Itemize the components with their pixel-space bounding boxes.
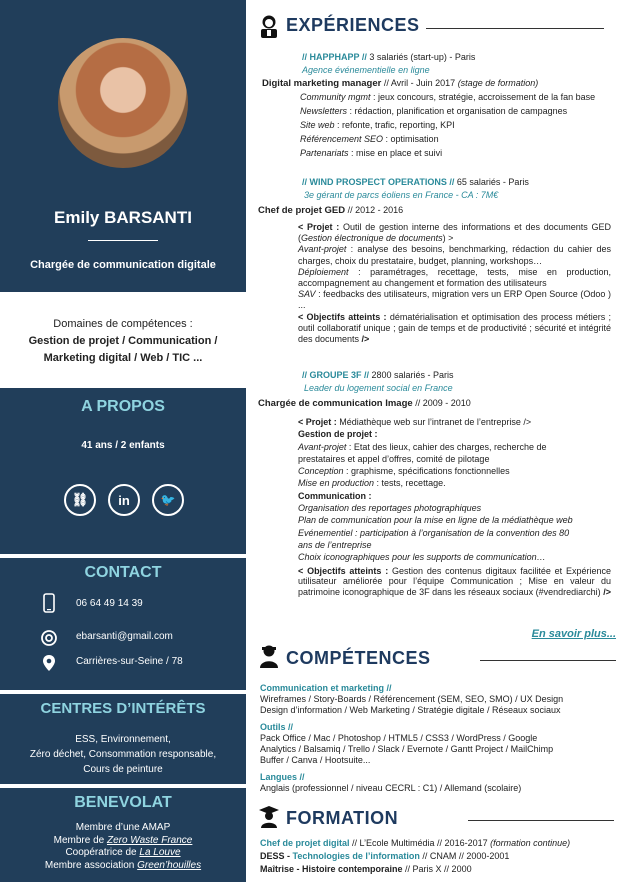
profile-name: Emily BARSANTI (54, 208, 192, 227)
job1-item2 (300, 106, 567, 117)
job3-line5-i: Conception (298, 466, 344, 477)
job2-p5-end: /> (361, 334, 370, 345)
job1-item3-text: : refonte, trafic, reporting, KPI (334, 120, 455, 130)
domains-intro: Domaines de compétences : (53, 318, 193, 330)
job3-line11: ans de l’entreprise (298, 539, 372, 550)
job2-p4-label: SAV (298, 289, 316, 300)
formation-item3-title: Maîtrise - Histoire contemporaine (260, 864, 403, 874)
job3-goal-end: /> (603, 587, 611, 598)
skills-tools-line1: Pack Office / Mac / Photoshop / HTML5 / CSS3 / WordPress / Google (260, 733, 538, 743)
job3-line7-b: Communication : (298, 490, 372, 501)
skills-lang-header: Langues // (260, 772, 305, 782)
job1-item4-text: : optimisation (383, 134, 439, 144)
job2-p2 (298, 244, 611, 266)
experiences-divider (426, 28, 604, 29)
job3-line2-b: Gestion de projet : (298, 429, 378, 440)
job3-line5-t: : graphisme, spécifications fonctionnelles (343, 466, 510, 477)
job3-line3 (298, 441, 611, 453)
benevolat-panel (0, 788, 246, 882)
job1-dates: // Avril - Juin 2017 (381, 78, 458, 88)
formation-item1 (260, 838, 570, 849)
domains-line2: Marketing digital / Web / TIC ... (43, 352, 203, 364)
job1-item3 (300, 120, 455, 131)
skills-comm-header: Communication et marketing // (260, 683, 392, 693)
job2-p1-end: ) > (442, 233, 454, 244)
job3-line1-t: Médiathèque web sur l’intranet de l’entreprise /> (336, 417, 532, 427)
formation-item1-meta: // L’Ecole Multimédia // 2016-2017 (349, 838, 491, 848)
contact-panel (0, 558, 246, 690)
name-divider (88, 240, 158, 241)
job3-line3-i: Avant-projet (298, 441, 347, 452)
job3-header (302, 370, 454, 381)
job3-company: // GROUPE 3F // (302, 370, 370, 380)
linkedin-glyph: in (118, 492, 130, 508)
job2-p4-text: : feedbacks des utilisateurs, migration vers un ERP Open Source (Odoo ) ... (298, 289, 611, 311)
formation-item1-note: (formation continue) (490, 838, 571, 848)
job2-p4 (298, 289, 611, 311)
job1-item3-label: Site web (300, 120, 335, 130)
twitter-glyph: 🐦 (160, 493, 176, 507)
contact-title: CONTACT (84, 564, 162, 581)
job3-line3-t: : Etat des lieux, cahier des charges, recherche de (346, 441, 547, 452)
experiences-title: EXPÉRIENCES (286, 15, 420, 35)
job3-line9: Plan de communication pour la mise en ligne de la médiathèque web (298, 515, 573, 526)
benevolat-line2 (0, 835, 246, 848)
interests-text (0, 732, 246, 777)
job1-titleline (262, 78, 538, 89)
about-panel (0, 388, 246, 554)
left-column (0, 0, 246, 882)
job1-item1-label: Community mgmt (300, 92, 371, 102)
job2-meta: 65 salariés - Paris (454, 177, 529, 187)
contact-phone[interactable]: 06 64 49 14 39 (76, 598, 143, 609)
job2-company: // WIND PROSPECT OPERATIONS // (302, 177, 455, 187)
job3-sub: Leader du logement social en France (304, 383, 453, 393)
job2-p1 (298, 222, 611, 244)
job2-p2-text: : analyse des besoins, benchmarking, rédaction du cahier des charges, choix du prestataire, budget, planning, workshops… (298, 244, 611, 266)
skills-tools-header: Outils // (260, 722, 294, 732)
job1-item1 (300, 92, 595, 103)
skills-comm-line2: Design d’information / Web Marketing / Stratégie digitale / Réseaux sociaux (260, 705, 561, 715)
profile-photo (58, 38, 188, 168)
right-column (258, 0, 634, 882)
job3-goal-label: < Objectifs atteints : (298, 565, 389, 576)
job1-title: Digital marketing manager (262, 78, 382, 89)
job1-item5-text: : mise en place et suivi (348, 148, 443, 158)
job1-item2-text: : rédaction, planification et organisation de campagnes (347, 106, 568, 116)
job2-titleline (258, 205, 403, 216)
job2-header (302, 177, 529, 188)
location-icon (40, 654, 58, 672)
job2-details (298, 222, 611, 345)
job2-p1-label: < Projet : (298, 222, 340, 232)
benevolat-line4 (0, 860, 246, 873)
email-icon (40, 629, 58, 647)
benevolat-line3-prefix: Coopératrice de (65, 847, 140, 858)
job2-p5 (298, 312, 611, 346)
skills-title: COMPÉTENCES (286, 648, 431, 668)
skills-divider (480, 660, 616, 661)
skills-comm-line1: Wireframes / Story-Boards / Référencement (SEM, SEO, SMO) / UX Design (260, 694, 564, 704)
job1-item4 (300, 134, 439, 145)
about-age: 41 ans / 2 enfants (81, 440, 165, 451)
link-glyph: ⛓ (71, 492, 89, 507)
job3-titleline (258, 398, 471, 409)
job1-item2-label: Newsletters (300, 106, 348, 116)
greenhouilles-link[interactable]: Green’houilles (137, 859, 202, 871)
job2-p3-text: : paramétrages, recettage, tests, mise en production, accompagnement au changement et formation des utilisateurs (298, 266, 611, 289)
formation-title: FORMATION (286, 808, 399, 828)
formation-item2-meta: // CNAM // 2000-2001 (419, 851, 510, 861)
job3-details (298, 416, 611, 598)
job3-line6-t: : tests, recettage. (374, 478, 446, 489)
job3-line1 (298, 416, 611, 428)
job3-line4: prestataires et appel d’offres, comité de pilotage (298, 453, 490, 464)
interests-line2: Zéro déchet, Consommation responsable, (29, 749, 217, 760)
job2-p5-label: < Objectifs atteints : (298, 311, 387, 322)
formation-item3 (260, 864, 472, 875)
job3-line8: Organisation des reportages photographiques (298, 503, 482, 514)
job1-sub: Agence événementielle en ligne (302, 65, 430, 75)
twitter-icon[interactable] (152, 484, 184, 516)
job1-dates-note: (stage de formation) (457, 78, 539, 88)
job2-dates: // 2012 - 2016 (345, 205, 404, 215)
formation-item2 (260, 851, 509, 862)
job1-meta: 3 salariés (start-up) - Paris (366, 52, 476, 62)
job3-line5 (298, 465, 611, 477)
skills-tools-line3: Buffer / Canva / Hootsuite... (260, 755, 371, 765)
job2-p1-text: Outil de gestion interne des informations et des documents GED ( (298, 222, 611, 244)
job3-meta: 2800 salariés - Paris (369, 370, 454, 380)
job3-line12: Choix iconographiques pour les supports de communication… (298, 552, 546, 563)
profile-role: Chargée de communication digitale (30, 259, 216, 271)
formation-item2-title: Technologies de l’information (292, 851, 420, 861)
job1-item5-label: Partenariats (300, 148, 349, 158)
interests-panel (0, 694, 246, 784)
job1-item5 (300, 148, 442, 159)
contact-email[interactable]: ebarsanti@gmail.com (76, 631, 173, 642)
job2-p5-text: dématérialisation et optimisation des process métiers ; outil collaboratif unique ; gain de temps et de productivité ; sécurité et intégrité des documents (298, 311, 611, 345)
phone-icon (40, 594, 58, 612)
skills-tools-line2: Analytics / Balsamiq / Trello / Slack / Evernote / Gantt Project / MailChimp (260, 744, 554, 754)
interests-line1: ESS, Environnement, (75, 734, 171, 745)
benevolat-list (0, 822, 246, 872)
benevolat-line4-prefix: Membre association (44, 859, 138, 871)
benevolat-title: BENEVOLAT (74, 794, 172, 811)
about-title: A PROPOS (81, 398, 165, 415)
job3-line6 (298, 477, 611, 489)
benevolat-line3 (0, 847, 246, 860)
benevolat-line1: Membre d’une AMAP (75, 822, 171, 833)
skills-lang-line: Anglais (professionnel / niveau CECRL : C1) / Allemand (scolaire) (260, 783, 522, 793)
contact-location: Carrières-sur-Seine / 78 (76, 656, 183, 667)
job2-p3-label: Déploiement (298, 266, 349, 277)
job3-dates: // 2009 - 2010 (412, 398, 471, 408)
job3-line10: Evénementiel : participation à l’organisation de la convention des 80 (298, 527, 570, 538)
interests-title: CENTRES D’INTÉRÊTS (40, 700, 206, 717)
job2-sub: 3e gérant de parcs éoliens en France - CA : 7M€ (304, 190, 499, 200)
profile-header (0, 0, 246, 292)
formation-item2-prefix: DESS - (260, 851, 293, 861)
job2-title: Chef de projet GED (258, 205, 346, 216)
job3-title: Chargée de communication Image (258, 398, 413, 409)
job3-goal-text: Gestion des contenus digitaux facilitée et Expérience utilisateur améliorée pour l’équipe Communication ; Mise en valeur du patrimoine iconographique de 3F dans les réseaux sociaux (#vendrediarchi) (298, 565, 611, 598)
formation-item1-title: Chef de projet digital (260, 838, 350, 848)
job3-line2 (298, 428, 611, 440)
domains-line1: Gestion de projet / Communication / (28, 335, 218, 347)
job3-goal (298, 566, 611, 598)
linkedin-icon[interactable] (108, 484, 140, 516)
graduate-icon (258, 804, 280, 828)
interests-line3: Cours de peinture (83, 764, 163, 775)
job1-item4-label: Référencement SEO (300, 134, 384, 144)
job3-line1-b: < Projet : (298, 417, 337, 427)
job3-line6-i: Mise en production (298, 478, 375, 489)
read-more-link[interactable]: En savoir plus... (531, 628, 616, 640)
job1-header (302, 52, 475, 63)
job1-company: // HAPPHAPP // (302, 52, 367, 62)
job2-p1-it: Gestion électronique de documents (301, 233, 443, 244)
briefcase-person-icon (258, 14, 280, 38)
job2-p3 (298, 267, 611, 289)
job3-line7 (298, 490, 611, 502)
la-louve-link[interactable]: La Louve (139, 847, 181, 858)
job2-p2-label: Avant-projet (298, 244, 347, 255)
person-icon (258, 644, 280, 668)
job1-item1-text: : jeux concours, stratégie, accroissement de la fan base (370, 92, 596, 102)
formation-item3-meta: // Paris X // 2000 (402, 864, 472, 874)
benevolat-line2-prefix: Membre de (53, 834, 107, 846)
domains-block (0, 316, 246, 367)
link-icon[interactable] (64, 484, 96, 516)
formation-divider (468, 820, 614, 821)
zero-waste-link[interactable]: Zero Waste France (106, 834, 193, 846)
